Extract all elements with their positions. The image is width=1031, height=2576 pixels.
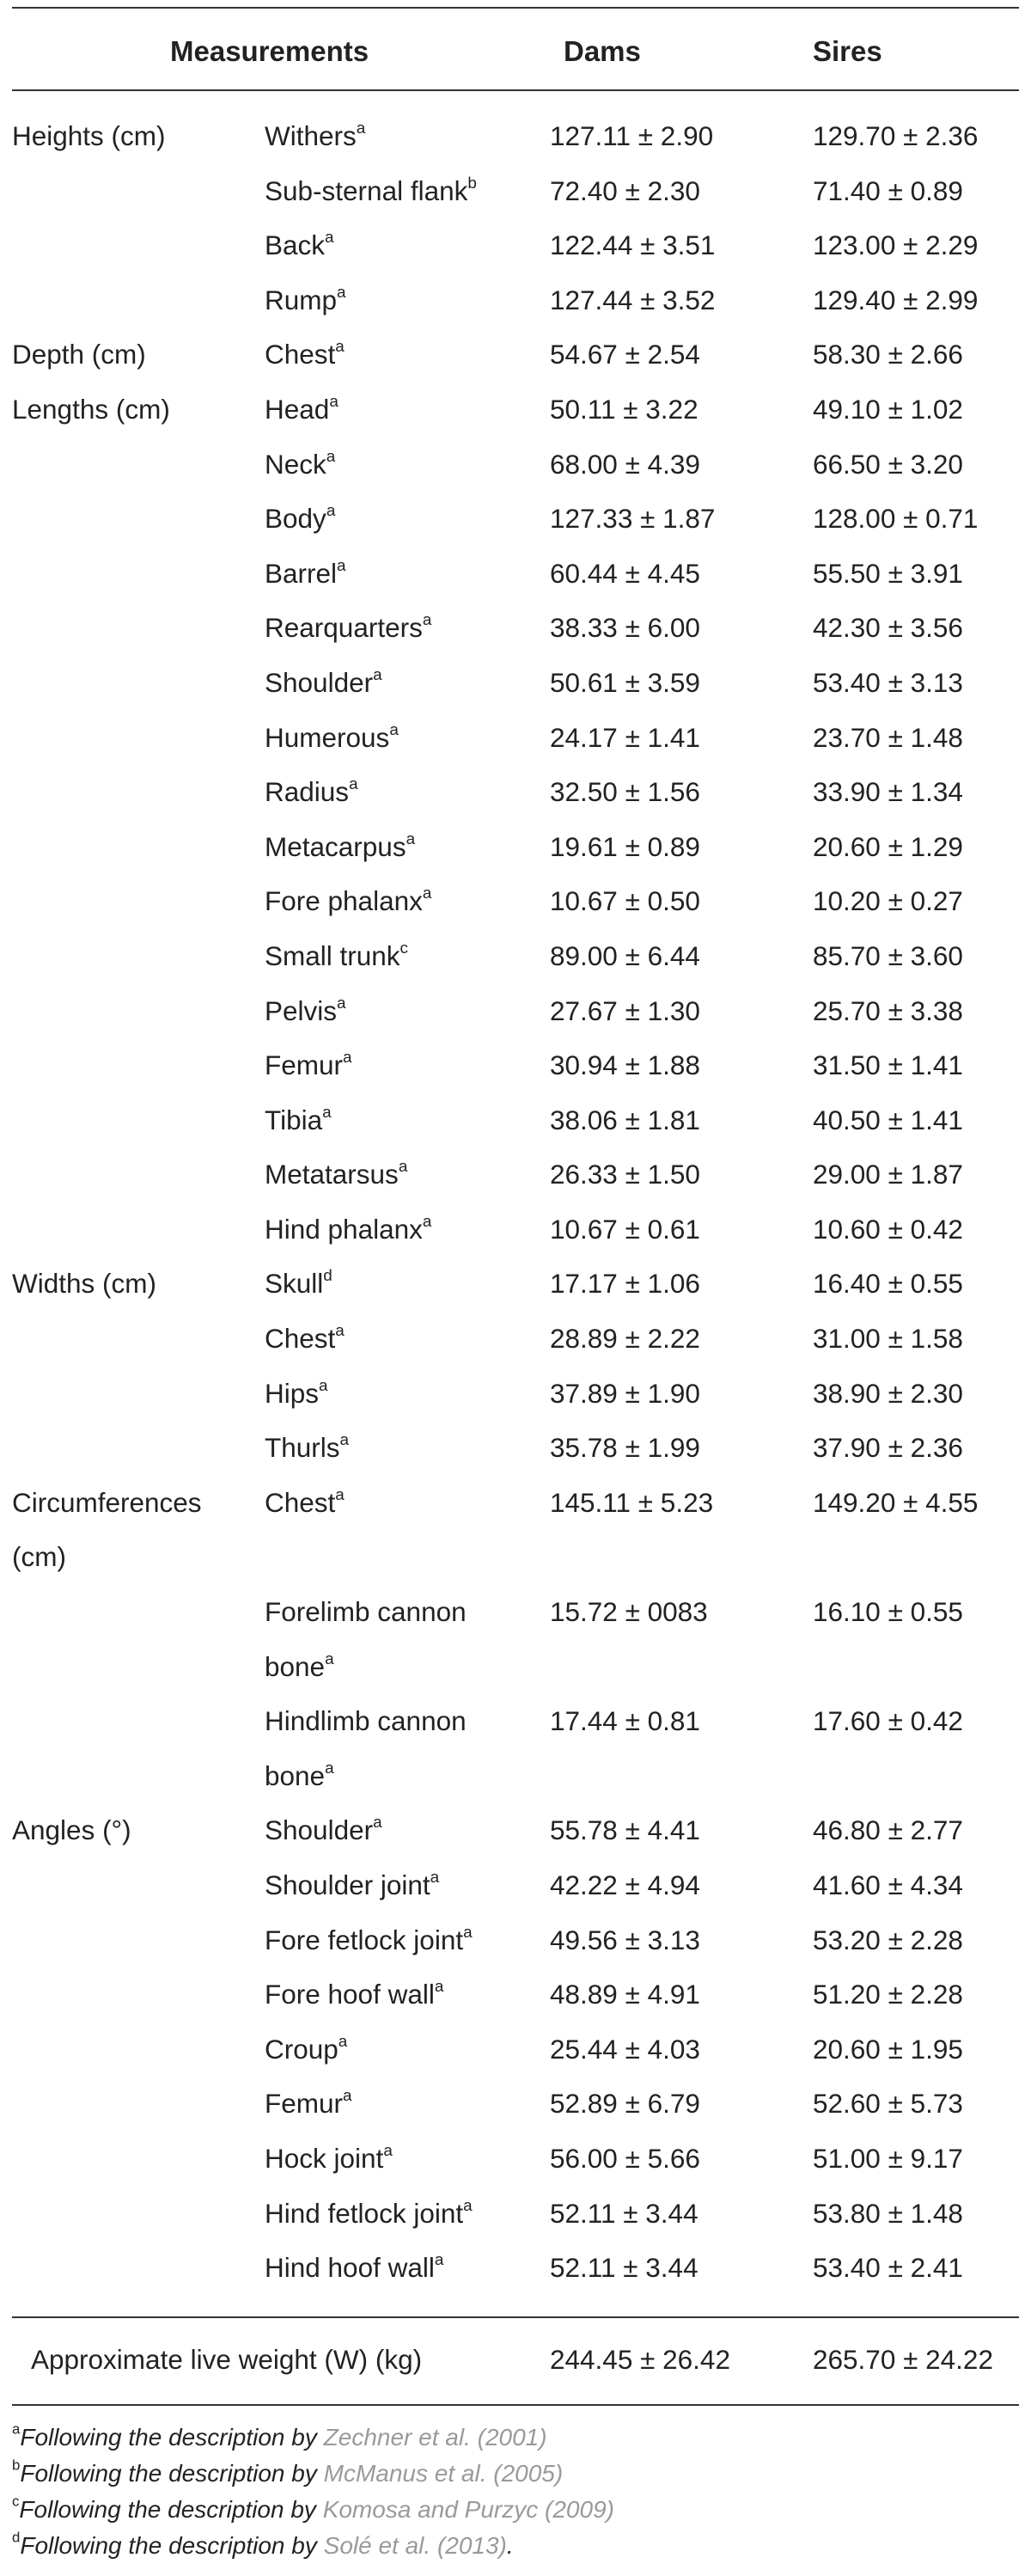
table-row bbox=[0, 492, 1031, 547]
row-measure bbox=[265, 1421, 540, 1476]
footnote-mark: a bbox=[406, 829, 416, 848]
row-measure bbox=[265, 1202, 540, 1257]
weight-dams: 244.45 ± 26.42 bbox=[550, 2344, 730, 2375]
weight-row bbox=[0, 2334, 1031, 2385]
measure-label: Shoulder joint bbox=[265, 1869, 430, 1900]
measure-label: Neck bbox=[265, 448, 326, 480]
row-sires: 149.20 ± 4.55 bbox=[813, 1486, 979, 1518]
row-measure bbox=[265, 984, 540, 1039]
measure-label: Hips bbox=[265, 1377, 320, 1409]
row-sires: 129.40 ± 2.99 bbox=[813, 284, 979, 315]
row-dams: 15.72 ± 0083 bbox=[550, 1596, 708, 1628]
row-measure bbox=[265, 437, 540, 493]
footnote-mark: a bbox=[434, 1978, 444, 1997]
measure-label: Humerous bbox=[265, 721, 390, 753]
row-sires: 51.20 ± 2.28 bbox=[813, 1979, 963, 2010]
table-row bbox=[0, 874, 1031, 929]
row-dams: 32.50 ± 1.56 bbox=[550, 776, 700, 808]
row-sires: 66.50 ± 3.20 bbox=[813, 448, 963, 480]
row-dams: 27.67 ± 1.30 bbox=[550, 994, 700, 1026]
row-sires: 53.80 ± 1.48 bbox=[813, 2197, 963, 2229]
table-row bbox=[0, 820, 1031, 875]
table-row bbox=[0, 2077, 1031, 2132]
row-measure bbox=[265, 1038, 540, 1093]
measure-label: Small trunk bbox=[265, 939, 400, 971]
row-dams: 54.67 ± 2.54 bbox=[550, 339, 700, 370]
bottom-rule bbox=[12, 2404, 1019, 2406]
row-measure bbox=[265, 492, 540, 547]
row-dams: 26.33 ± 1.50 bbox=[550, 1159, 700, 1190]
table-row bbox=[0, 327, 1031, 382]
measure-label: Shoulder bbox=[265, 666, 374, 698]
measure-label: Hock joint bbox=[265, 2142, 384, 2174]
row-measure bbox=[265, 164, 540, 219]
row-dams: 52.11 ± 3.44 bbox=[550, 2197, 699, 2229]
row-sires: 128.00 ± 0.71 bbox=[813, 503, 979, 535]
row-dams: 38.33 ± 6.00 bbox=[550, 612, 700, 644]
row-dams: 52.11 ± 3.44 bbox=[550, 2252, 699, 2284]
header-dams: Dams bbox=[564, 35, 641, 67]
table-row bbox=[0, 984, 1031, 1039]
row-group: Angles (°) bbox=[12, 1814, 131, 1846]
top-rule bbox=[12, 7, 1019, 9]
footnote bbox=[12, 2528, 614, 2564]
row-measure bbox=[265, 1147, 540, 1202]
table-row bbox=[0, 1202, 1031, 1257]
footnote-mark: a bbox=[398, 1158, 408, 1177]
measure-label: Radius bbox=[265, 776, 350, 808]
measure-label: Croup bbox=[265, 2033, 339, 2065]
measure-label: Hind fetlock joint bbox=[265, 2197, 464, 2229]
table-row bbox=[0, 382, 1031, 437]
measure-label: Back bbox=[265, 229, 326, 261]
measure-label: Fore fetlock joint bbox=[265, 1924, 464, 1955]
row-sires: 42.30 ± 3.56 bbox=[813, 612, 963, 644]
header-sires: Sires bbox=[813, 35, 882, 67]
measure-label: Head bbox=[265, 393, 330, 425]
row-measure bbox=[265, 1093, 540, 1148]
footnote-mark: a bbox=[325, 1759, 334, 1778]
footnote-text: Following the description by bbox=[20, 2460, 324, 2487]
footnote-mark: a bbox=[383, 2141, 393, 2160]
measure-label: Chest bbox=[265, 339, 336, 370]
row-measure bbox=[265, 656, 540, 711]
row-measure bbox=[265, 2022, 540, 2077]
table-row bbox=[0, 765, 1031, 820]
row-dams: 35.78 ± 1.99 bbox=[550, 1432, 700, 1464]
measure-label: Withers bbox=[265, 120, 357, 151]
footnote-text: Following the description by bbox=[19, 2496, 323, 2523]
footnote-mark: a bbox=[338, 2032, 348, 2051]
row-sires: 25.70 ± 3.38 bbox=[813, 994, 963, 1026]
weight-top-rule bbox=[12, 2316, 1019, 2318]
table-body bbox=[0, 109, 1031, 2296]
measure-label: Pelvis bbox=[265, 994, 338, 1026]
row-group: Circumferences (cm) bbox=[12, 1486, 202, 1573]
row-measure bbox=[265, 327, 540, 382]
row-measure bbox=[265, 1257, 540, 1312]
table-row bbox=[0, 1257, 1031, 1312]
weight-label: Approximate live weight (W) (kg) bbox=[31, 2344, 423, 2375]
footnote bbox=[12, 2420, 614, 2456]
row-sires: 10.60 ± 0.42 bbox=[813, 1213, 963, 1245]
row-dams: 48.89 ± 4.91 bbox=[550, 1979, 700, 2010]
header-measurements: Measurements bbox=[170, 35, 369, 67]
row-dams: 10.67 ± 0.50 bbox=[550, 885, 700, 917]
table-row bbox=[0, 1038, 1031, 1093]
row-dams: 122.44 ± 3.51 bbox=[550, 229, 716, 261]
header-rule bbox=[12, 89, 1019, 91]
footnote-citation[interactable]: Solé et al. (2013) bbox=[323, 2532, 507, 2559]
row-dams: 38.06 ± 1.81 bbox=[550, 1104, 700, 1135]
row-dams: 89.00 ± 6.44 bbox=[550, 939, 700, 971]
footnote-mark: a bbox=[337, 994, 346, 1013]
footnote-mark: a bbox=[373, 665, 382, 684]
row-dams: 28.89 ± 2.22 bbox=[550, 1323, 700, 1355]
row-sires: 53.40 ± 2.41 bbox=[813, 2252, 963, 2284]
footnote-mark: d bbox=[323, 1267, 332, 1286]
row-sires: 37.90 ± 2.36 bbox=[813, 1432, 963, 1464]
table-row bbox=[0, 1585, 1031, 1694]
table-row bbox=[0, 437, 1031, 493]
row-dams: 127.11 ± 2.90 bbox=[550, 120, 714, 151]
measure-label: Hind phalanx bbox=[265, 1213, 423, 1245]
footnote-citation[interactable]: Zechner et al. (2001) bbox=[323, 2424, 547, 2451]
row-sires: 71.40 ± 0.89 bbox=[813, 174, 963, 206]
table-row bbox=[0, 218, 1031, 273]
footnotes bbox=[12, 2420, 614, 2564]
table-row bbox=[0, 1694, 1031, 1803]
row-group: Lengths (cm) bbox=[12, 393, 170, 425]
row-measure bbox=[265, 874, 540, 929]
footnote-mark: a bbox=[325, 1649, 334, 1668]
footnote-mark: a bbox=[335, 338, 345, 357]
row-dams: 30.94 ± 1.88 bbox=[550, 1049, 700, 1081]
row-measure bbox=[265, 1913, 540, 1968]
footnote-mark: a bbox=[335, 1485, 345, 1504]
footnote-mark: a bbox=[343, 1048, 352, 1067]
footnote-marker: d bbox=[12, 2529, 21, 2546]
footnote-mark: a bbox=[337, 283, 346, 302]
table-row bbox=[0, 1476, 1031, 1585]
row-sires: 53.40 ± 3.13 bbox=[813, 666, 963, 698]
row-measure bbox=[265, 109, 540, 164]
row-measure bbox=[265, 929, 540, 984]
footnote-mark: a bbox=[335, 1321, 345, 1340]
measure-label: Femur bbox=[265, 2088, 344, 2120]
row-dams: 60.44 ± 4.45 bbox=[550, 557, 700, 589]
footnote-mark: a bbox=[319, 1376, 328, 1395]
row-sires: 31.50 ± 1.41 bbox=[813, 1049, 963, 1081]
measure-label: Hindlimb cannon bone bbox=[265, 1705, 467, 1791]
row-measure bbox=[265, 273, 540, 328]
row-dams: 52.89 ± 6.79 bbox=[550, 2088, 700, 2120]
footnote-mark: a bbox=[322, 1103, 332, 1122]
footnote-mark: a bbox=[329, 392, 339, 411]
row-group: Widths (cm) bbox=[12, 1268, 156, 1300]
footnote-mark: a bbox=[422, 884, 432, 903]
table-row bbox=[0, 1421, 1031, 1476]
row-sires: 31.00 ± 1.58 bbox=[813, 1323, 963, 1355]
measure-label: Hind hoof wall bbox=[265, 2252, 435, 2284]
row-measure bbox=[265, 711, 540, 766]
row-sires: 23.70 ± 1.48 bbox=[813, 721, 963, 753]
measure-label: Body bbox=[265, 503, 326, 535]
measure-label: Metatarsus bbox=[265, 1159, 399, 1190]
footnote-mark: a bbox=[326, 501, 336, 520]
row-dams: 17.17 ± 1.06 bbox=[550, 1268, 700, 1300]
row-dams: 72.40 ± 2.30 bbox=[550, 174, 700, 206]
table-row bbox=[0, 929, 1031, 984]
row-sires: 51.00 ± 9.17 bbox=[813, 2142, 963, 2174]
row-sires: 33.90 ± 1.34 bbox=[813, 776, 963, 808]
row-sires: 85.70 ± 3.60 bbox=[813, 939, 963, 971]
row-measure bbox=[265, 1476, 540, 1531]
footnote-end: . bbox=[506, 2532, 514, 2559]
measure-label: Fore phalanx bbox=[265, 885, 423, 917]
measure-label: Chest bbox=[265, 1323, 336, 1355]
row-dams: 10.67 ± 0.61 bbox=[550, 1213, 700, 1245]
table-row bbox=[0, 2022, 1031, 2077]
footnote-text: Following the description by bbox=[20, 2424, 324, 2451]
row-sires: 29.00 ± 1.87 bbox=[813, 1159, 963, 1190]
footnote-mark: b bbox=[467, 174, 477, 193]
row-sires: 58.30 ± 2.66 bbox=[813, 339, 963, 370]
measure-label: Forelimb cannon bone bbox=[265, 1596, 467, 1682]
row-dams: 42.22 ± 4.94 bbox=[550, 1869, 700, 1900]
table-row bbox=[0, 1312, 1031, 1367]
row-measure bbox=[265, 765, 540, 820]
weight-sires: 265.70 ± 24.22 bbox=[813, 2344, 993, 2375]
row-dams: 24.17 ± 1.41 bbox=[550, 721, 700, 753]
row-sires: 16.40 ± 0.55 bbox=[813, 1268, 963, 1300]
row-dams: 127.44 ± 3.52 bbox=[550, 284, 716, 315]
row-measure bbox=[265, 547, 540, 602]
row-measure bbox=[265, 1367, 540, 1422]
measure-label: Fore hoof wall bbox=[265, 1979, 435, 2010]
footnote-text: Following the description by bbox=[20, 2532, 324, 2559]
footnote-mark: a bbox=[463, 1923, 473, 1942]
row-dams: 145.11 ± 5.23 bbox=[550, 1486, 714, 1518]
row-dams: 37.89 ± 1.90 bbox=[550, 1377, 700, 1409]
row-measure bbox=[265, 1803, 540, 1858]
row-dams: 68.00 ± 4.39 bbox=[550, 448, 700, 480]
row-measure bbox=[265, 820, 540, 875]
footnote bbox=[12, 2456, 614, 2492]
measure-label: Rearquarters bbox=[265, 612, 423, 644]
table-row bbox=[0, 1093, 1031, 1148]
row-dams: 49.56 ± 3.13 bbox=[550, 1924, 700, 1955]
row-sires: 41.60 ± 4.34 bbox=[813, 1869, 963, 1900]
row-measure bbox=[265, 1312, 540, 1367]
row-sires: 55.50 ± 3.91 bbox=[813, 557, 963, 589]
measure-label: Chest bbox=[265, 1486, 336, 1518]
row-sires: 40.50 ± 1.41 bbox=[813, 1104, 963, 1135]
table-row bbox=[0, 1913, 1031, 1968]
footnote-citation[interactable]: McManus et al. (2005) bbox=[323, 2460, 564, 2487]
footnote-mark: a bbox=[325, 229, 334, 248]
row-dams: 19.61 ± 0.89 bbox=[550, 830, 700, 862]
footnote-mark: a bbox=[349, 774, 358, 793]
table-row bbox=[0, 109, 1031, 164]
table-row bbox=[0, 656, 1031, 711]
row-measure bbox=[265, 1585, 540, 1694]
row-group: Depth (cm) bbox=[12, 339, 146, 370]
footnote-marker: b bbox=[12, 2457, 21, 2474]
row-sires: 17.60 ± 0.42 bbox=[813, 1705, 963, 1737]
footnote-mark: a bbox=[430, 1868, 440, 1887]
measure-label: Metacarpus bbox=[265, 830, 406, 862]
row-sires: 52.60 ± 5.73 bbox=[813, 2088, 963, 2120]
footnote-mark: a bbox=[389, 720, 399, 739]
row-sires: 20.60 ± 1.95 bbox=[813, 2033, 963, 2065]
row-measure bbox=[265, 2187, 540, 2242]
footnote-mark: a bbox=[434, 2250, 444, 2269]
row-measure bbox=[265, 2077, 540, 2132]
measure-label: Tibia bbox=[265, 1104, 323, 1135]
table-row bbox=[0, 1967, 1031, 2022]
row-dams: 56.00 ± 5.66 bbox=[550, 2142, 700, 2174]
row-dams: 50.61 ± 3.59 bbox=[550, 666, 700, 698]
row-measure bbox=[265, 1858, 540, 1913]
footnote-mark: a bbox=[339, 1431, 350, 1450]
footnote-citation[interactable]: Komosa and Purzyc (2009) bbox=[322, 2496, 614, 2523]
table-row bbox=[0, 601, 1031, 656]
table-row bbox=[0, 547, 1031, 602]
row-sires: 49.10 ± 1.02 bbox=[813, 393, 963, 425]
footnote-mark: a bbox=[356, 119, 366, 138]
table-row bbox=[0, 1858, 1031, 1913]
row-measure bbox=[265, 2241, 540, 2296]
row-sires: 123.00 ± 2.29 bbox=[813, 229, 979, 261]
row-sires: 20.60 ± 1.29 bbox=[813, 830, 963, 862]
footnote-mark: a bbox=[463, 2196, 473, 2215]
measure-label: Barrel bbox=[265, 557, 338, 589]
table-row bbox=[0, 1147, 1031, 1202]
row-measure bbox=[265, 1967, 540, 2022]
footnote-mark: a bbox=[337, 556, 346, 575]
table-row bbox=[0, 1803, 1031, 1858]
measure-label: Sub-sternal flank bbox=[265, 174, 468, 206]
row-sires: 129.70 ± 2.36 bbox=[813, 120, 979, 151]
measure-label: Shoulder bbox=[265, 1814, 374, 1846]
footnote-mark: a bbox=[422, 611, 432, 630]
row-sires: 10.20 ± 0.27 bbox=[813, 885, 963, 917]
table-row bbox=[0, 273, 1031, 328]
measure-label: Thurls bbox=[265, 1432, 340, 1464]
row-measure bbox=[265, 2132, 540, 2187]
row-sires: 16.10 ± 0.55 bbox=[813, 1596, 963, 1628]
row-dams: 25.44 ± 4.03 bbox=[550, 2033, 700, 2065]
table-row bbox=[0, 2187, 1031, 2242]
measure-label: Femur bbox=[265, 1049, 344, 1081]
table-row bbox=[0, 2241, 1031, 2296]
footnote-marker: a bbox=[12, 2420, 21, 2438]
footnote bbox=[12, 2492, 614, 2528]
footnote-marker: c bbox=[12, 2493, 20, 2510]
row-sires: 38.90 ± 2.30 bbox=[813, 1377, 963, 1409]
row-measure bbox=[265, 382, 540, 437]
row-dams: 55.78 ± 4.41 bbox=[550, 1814, 700, 1846]
table-row bbox=[0, 164, 1031, 219]
row-sires: 46.80 ± 2.77 bbox=[813, 1814, 963, 1846]
footnote-mark: a bbox=[326, 447, 336, 466]
row-measure bbox=[265, 601, 540, 656]
footnote-mark: a bbox=[373, 1814, 382, 1833]
table-row bbox=[0, 1367, 1031, 1422]
row-group: Heights (cm) bbox=[12, 120, 166, 151]
measure-label: Skull bbox=[265, 1268, 324, 1300]
footnote-mark: a bbox=[343, 2087, 352, 2106]
row-dams: 127.33 ± 1.87 bbox=[550, 503, 716, 535]
measure-label: Rump bbox=[265, 284, 338, 315]
table-row bbox=[0, 2132, 1031, 2187]
table-row bbox=[0, 711, 1031, 766]
footnote-mark: c bbox=[400, 939, 408, 958]
row-dams: 17.44 ± 0.81 bbox=[550, 1705, 700, 1737]
row-dams: 50.11 ± 3.22 bbox=[550, 393, 699, 425]
row-sires: 53.20 ± 2.28 bbox=[813, 1924, 963, 1955]
footnote-mark: a bbox=[422, 1212, 432, 1231]
row-measure bbox=[265, 1694, 540, 1803]
row-measure bbox=[265, 218, 540, 273]
